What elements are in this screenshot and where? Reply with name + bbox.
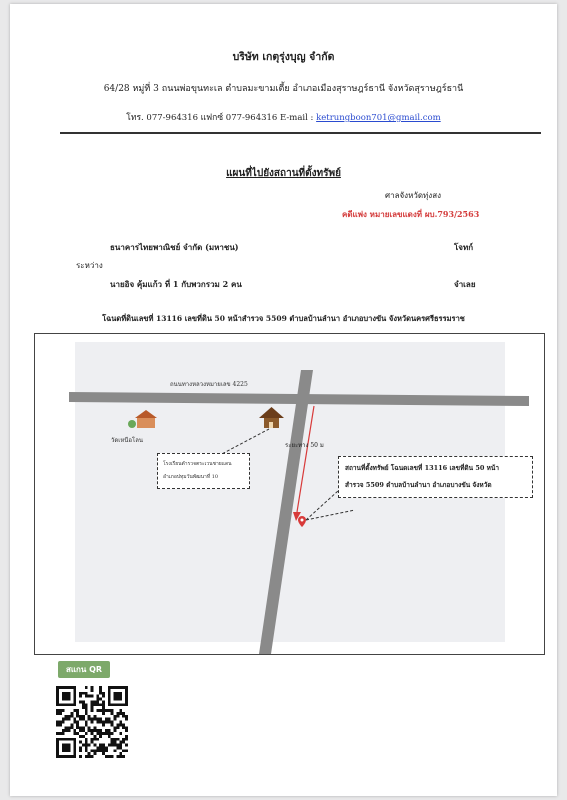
header-divider: [60, 132, 541, 134]
deed-details: โฉนดที่ดินเลขที่ 13116 เลขที่ดิน 50 หน้าสำรวจ 5509 ตำบลบ้านลำนา อำเภอบางขัน จังหวัดนครศรีธรรมราช: [102, 314, 465, 323]
defendant-role: จำเลย: [454, 279, 476, 289]
page-title: แผนที่ไปยังสถานที่ตั้งทรัพย์: [226, 168, 341, 179]
defendant-name: นายอิจ คุ้มแก้ว ที่ 1 กับพวกรวม 2 คน: [110, 279, 242, 289]
site-line-2: สำรวจ 5509 ตำบลบ้านลำนา อำเภอบางขัน จังหวัด: [345, 481, 492, 489]
school-callout: [157, 453, 250, 489]
location-map: [34, 333, 545, 655]
company-contact: [10, 110, 557, 124]
qr-code[interactable]: [56, 686, 128, 758]
highway-label: ถนนทางหลวงหมายเลข 4225: [170, 381, 248, 388]
email-link[interactable]: ketrungboon701@gmail.com: [316, 113, 441, 123]
company-name: บริษัท เกตุรุ่งบุญ จำกัด: [232, 51, 335, 63]
temple-label: วัดเหนือโลน: [111, 437, 143, 444]
court-name: ศาลจังหวัดทุ่งสง: [385, 191, 441, 200]
plaintiff-name: ธนาคารไทยพาณิชย์ จำกัด (มหาชน): [110, 242, 239, 252]
company-address: 64/28 หมู่ที่ 3 ถนนพ่อขุนทะเล ตำบลมะขามเตี้ย อำเภอเมืองสุราษฎร์ธานี จังหวัดสุราษฎร์ธานี: [103, 84, 464, 94]
property-callout: [338, 456, 533, 498]
phone-fax: โทร. 077-964316 แฟกซ์ 077-964316 E-mail :: [126, 113, 317, 123]
document-page: [10, 4, 557, 796]
qr-scan-label: สแกน QR: [58, 661, 110, 678]
school-line-2: อำเภอปทุมวันพัฒนาที่ 10: [163, 474, 219, 480]
distance-label: ระยะทาง 50 ม: [285, 442, 324, 449]
school-line-1: โรงเรียนตำรวจตระเวนชายแดน: [163, 461, 232, 467]
site-line-1: สถานที่ตั้งทรัพย์ โฉนดเลขที่ 13116 เลขที่ดิน 50 หน้า: [345, 464, 500, 472]
case-number: คดีแพ่ง หมายเลขแดงที่ ผบ.793/2563: [342, 209, 480, 219]
between-label: ระหว่าง: [76, 261, 103, 270]
plaintiff-role: โจทก์: [454, 242, 474, 252]
